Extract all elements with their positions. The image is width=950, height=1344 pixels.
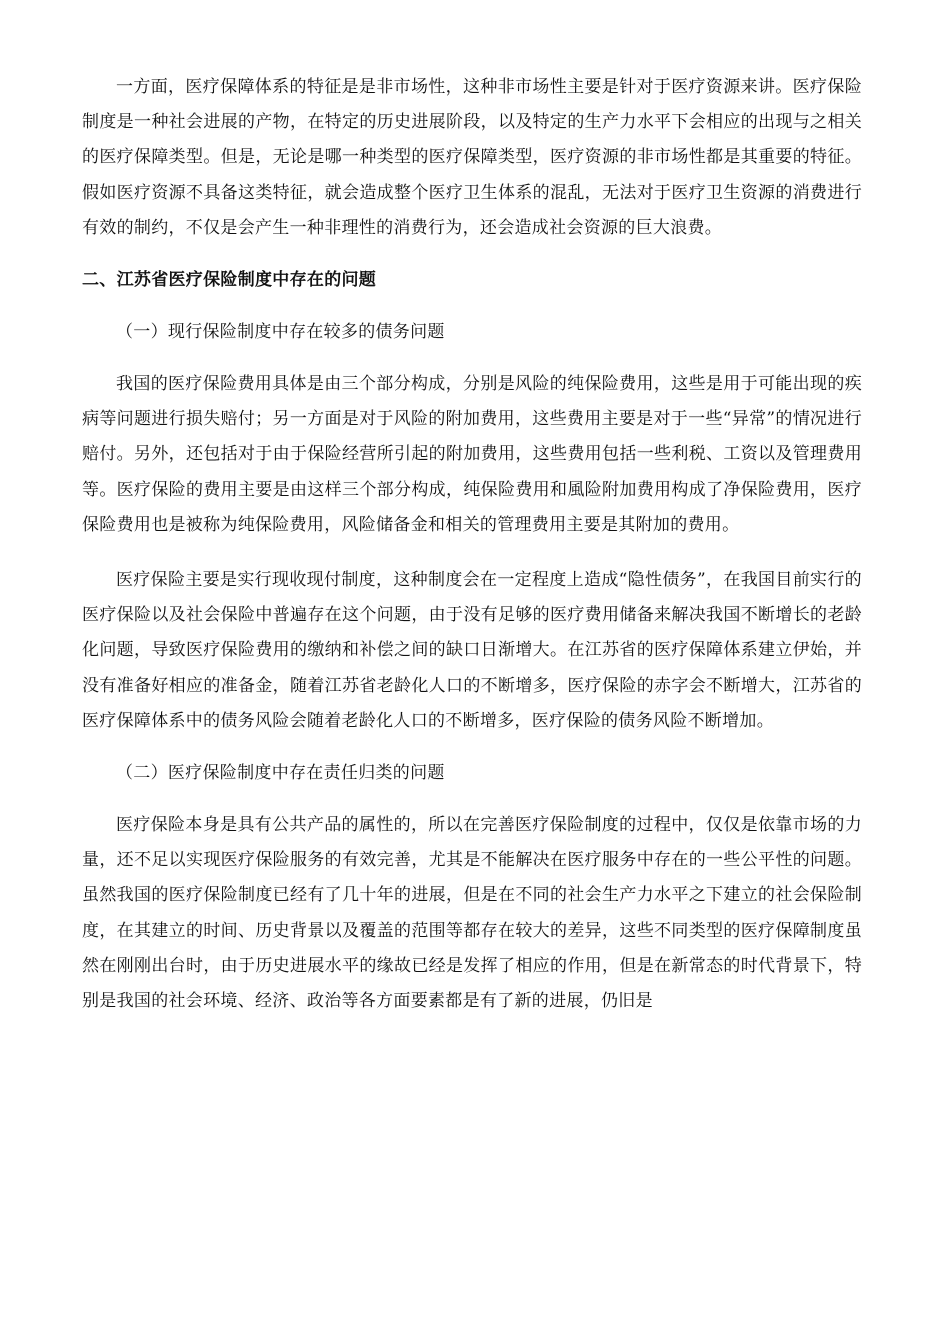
spacer <box>82 246 862 263</box>
spacer <box>82 543 862 563</box>
subsection-heading-responsibility: （二）医疗保险制度中存在责任归类的问题 <box>116 763 445 784</box>
spacer <box>82 791 862 808</box>
spacer <box>82 298 862 315</box>
paragraph-medical-security-characteristics: 一方面，医疗保障体系的特征是是非市场性，这种非市场性主要是针对于医疗资源来讲。医疗保险制度是一种社会进展的产物，在特定的历史进展阶段，以及特定的生产力水平下会相应的出现与之相关的医疗保障类型。但是，无论是哪一种类型的医疗保障类型，医疗资源的非市场性都是其重要的特征。假如医疗资源不具备这类特征，就会造成整个医疗卫生体系的混乱，无法对于医疗卫生资源的消费进行有效的制约，不仅是会产生一种非理性的消费行为，还会造成社会资源的巨大浪费。 <box>82 77 862 238</box>
subsection-heading-debt-problem: （一）现行保险制度中存在较多的债务问题 <box>116 322 445 343</box>
spacer <box>82 739 862 756</box>
paragraph-hidden-debt: 医疗保险主要是实行现收现付制度，这种制度会在一定程度上造成“隐性债务”，在我国目前实行的医疗保险以及社会保险中普遍存在这个问题，由于没有足够的医疗费用储备来解决我国不断增长的老龄化问题，导致医疗保险费用的缴纳和补偿之间的缺口日渐增大。在江苏省的医疗保障体系建立伊始，并没有准备好相应的准备金，随着江苏省老龄化人口的不断增多，医疗保险的赤字会不断增大，江苏省的医疗保障体系中的债务风险会随着老龄化人口的不断增多，医疗保险的债务风险不断增加。 <box>82 570 862 731</box>
paragraph-insurance-cost-structure: 我国的医疗保险费用具体是由三个部分构成，分别是风险的纯保险费用，这些是用于可能出现的疾病等问题进行损失赔付；另一方面是对于风险的附加费用，这些费用主要是对于一些“异常”的情况进行赔付。另外，还包括对于由于保险经营所引起的附加费用，这些费用包括一些利税、工资以及管理费用等。医疗保险的费用主要是由这样三个部分构成，纯保险费用和風险附加费用构成了净保险费用，医疗保险费用也是被称为纯保险费用，风险储备金和相关的管理费用主要是其附加的费用。 <box>82 374 862 535</box>
spacer <box>82 350 862 367</box>
paragraph-public-goods: 医疗保险本身是具有公共产品的属性的，所以在完善医疗保险制度的过程中，仅仅是依靠市场的力量，还不足以实现医疗保险服务的有效完善，尤其是不能解决在医疗服务中存在的一些公平性的问题。虽然我国的医疗保险制度已经有了几十年的进展，但是在不同的社会生产力水平之下建立的社会保险制度，在其建立的时间、历史背景以及覆盖的范围等都存在较大的差异，这些不同类型的医疗保障制度虽然在刚刚出台时，由于历史进展水平的缘故已经是发挥了相应的作用，但是在新常态的时代背景下，特别是我国的社会环境、经济、政治等各方面要素都是有了新的进展，仍旧是 <box>82 815 862 1012</box>
section-heading-jiangsu-problems: 二、江苏省医疗保险制度中存在的问题 <box>82 270 377 291</box>
document-page <box>82 70 862 1019</box>
